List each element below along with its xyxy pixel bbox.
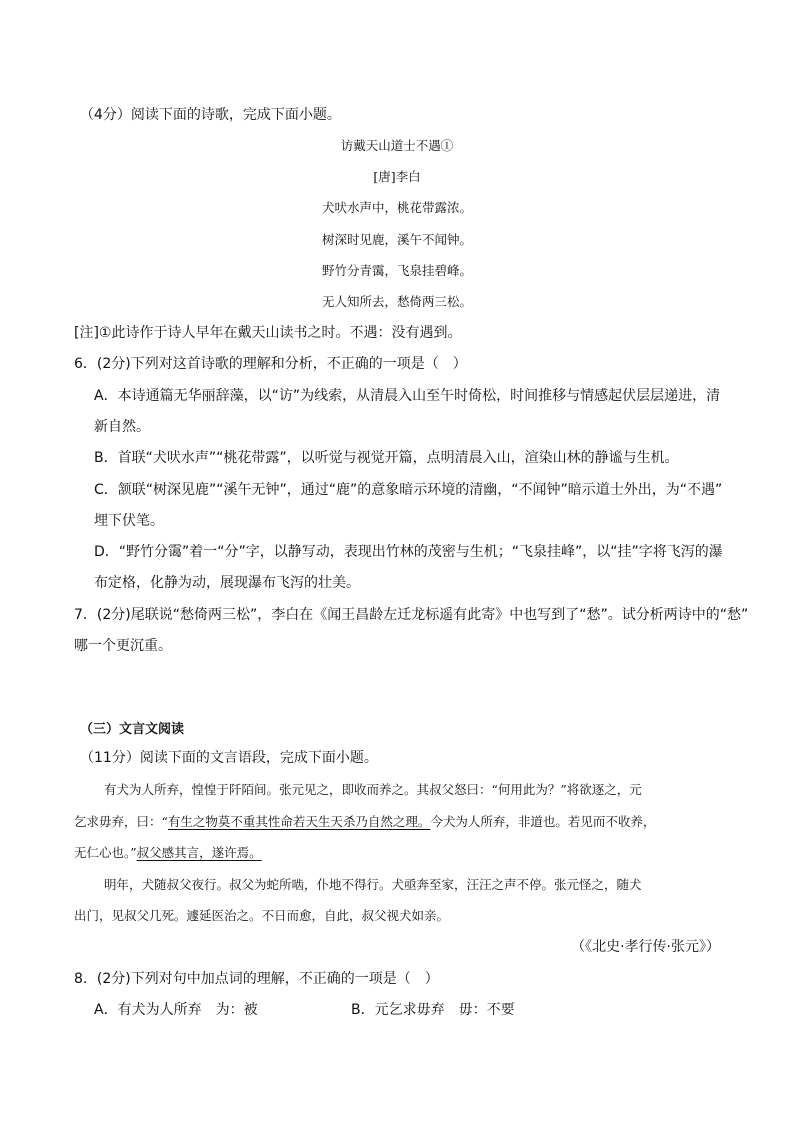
q6-option-d-cont: 布定格，化静为动，展现瀑布飞泻的壮美。 [94, 575, 360, 591]
poem-note: [注]①此诗作于诗人早年在戴天山读书之时。不遇：没有遇到。 [74, 325, 462, 341]
q6-option-c-cont: 埋下伏笔。 [94, 513, 164, 529]
passage-p2-line1: 明年，犬随叔父夜行。叔父为蛇所啮，仆地不得行。犬亟奔至家，汪汪之声不停。张元怪之，随犬 [104, 877, 642, 892]
passage-p1-line3 [74, 843, 262, 861]
q6-option-a-cont: 新自然。 [94, 419, 150, 435]
q6-option-c: C．颔联“树深见鹿”“溪午无钟”，通过“鹿”的意象暗示环境的清幽，“不闻钟”暗示道士外出，为“不遇” [94, 482, 723, 498]
poem-line-3: 野竹分青霭，飞泉挂碧峰。 [321, 263, 472, 278]
q8-stem: 8．(2分)下列对句中加点词的理解，不正确的一项是（ ） [74, 971, 439, 987]
poem-author: [唐]李白 [373, 169, 421, 184]
passage-text: 乞求毋弃，曰：“ [74, 814, 168, 829]
underlined-sentence: 叔父感其言，遂许焉。 [136, 845, 262, 860]
q6-option-d: D．“野竹分霭”着一“分”字，以静写动，表现出竹林的茂密与生机；“飞泉挂峰”，以“挂”字将飞泻的瀑 [94, 544, 723, 560]
q8-option-a: A．有犬为人所弃 为：被 [94, 1002, 258, 1018]
q6-option-a: A．本诗通篇无华丽辞藻，以“访”为线索，从清晨入山至午时倚松，时间推移与情感起伏层层递进，清 [94, 388, 721, 404]
q6-option-b: B．首联“犬吠水声”“桃花带露”，以听觉与视觉开篇，点明清晨入山，渲染山林的静谧与生机。 [94, 450, 679, 466]
underlined-sentence: 有生之物莫不重其性命若天生天杀乃自然之理。 [167, 814, 431, 829]
classical-intro: （11分）阅读下面的文言语段，完成下面小题。 [80, 750, 378, 766]
section-heading: （三）文言文阅读 [80, 722, 185, 737]
passage-p1-line2 [74, 812, 655, 830]
passage-p1-line1: 有犬为人所弃，惶惶于阡陌间。张元见之，即收而养之。其叔父怒曰：“何用此为？”将欲逐之，元 [104, 782, 642, 797]
q7-stem: 7．(2分)尾联说“愁倚两三松”，李白在《闻王昌龄左迁龙标遥有此寄》中也写到了“愁”。试分析两诗中的“愁” [74, 607, 749, 623]
poem-title: 访戴天山道士不遇① [340, 138, 454, 153]
q8-option-b: B．元乞求毋弃 毋：不要 [351, 1002, 515, 1018]
poem-line-4: 无人知所去，愁倚两三松。 [321, 294, 472, 309]
q7-stem-cont: 哪一个更沉重。 [74, 638, 172, 654]
poem-line-1: 犬吠水声中，桃花带露浓。 [321, 200, 472, 215]
passage-p2-line2: 出门，见叔父几死。遽延医治之。不日而愈，自此，叔父视犬如亲。 [74, 908, 450, 923]
passage-text: 今犬为人所弃，非道也。若见而不收养， [430, 814, 656, 829]
poem-intro: （4分）阅读下面的诗歌，完成下面小题。 [80, 107, 341, 123]
q6-stem: 6．(2分)下列对这首诗歌的理解和分析，不正确的一项是（ ） [74, 356, 467, 372]
passage-text: 无仁心也。” [74, 845, 137, 860]
passage-source: （《北史·孝行传·张元》） [571, 939, 720, 955]
poem-line-2: 树深时见鹿，溪午不闻钟。 [321, 232, 472, 247]
